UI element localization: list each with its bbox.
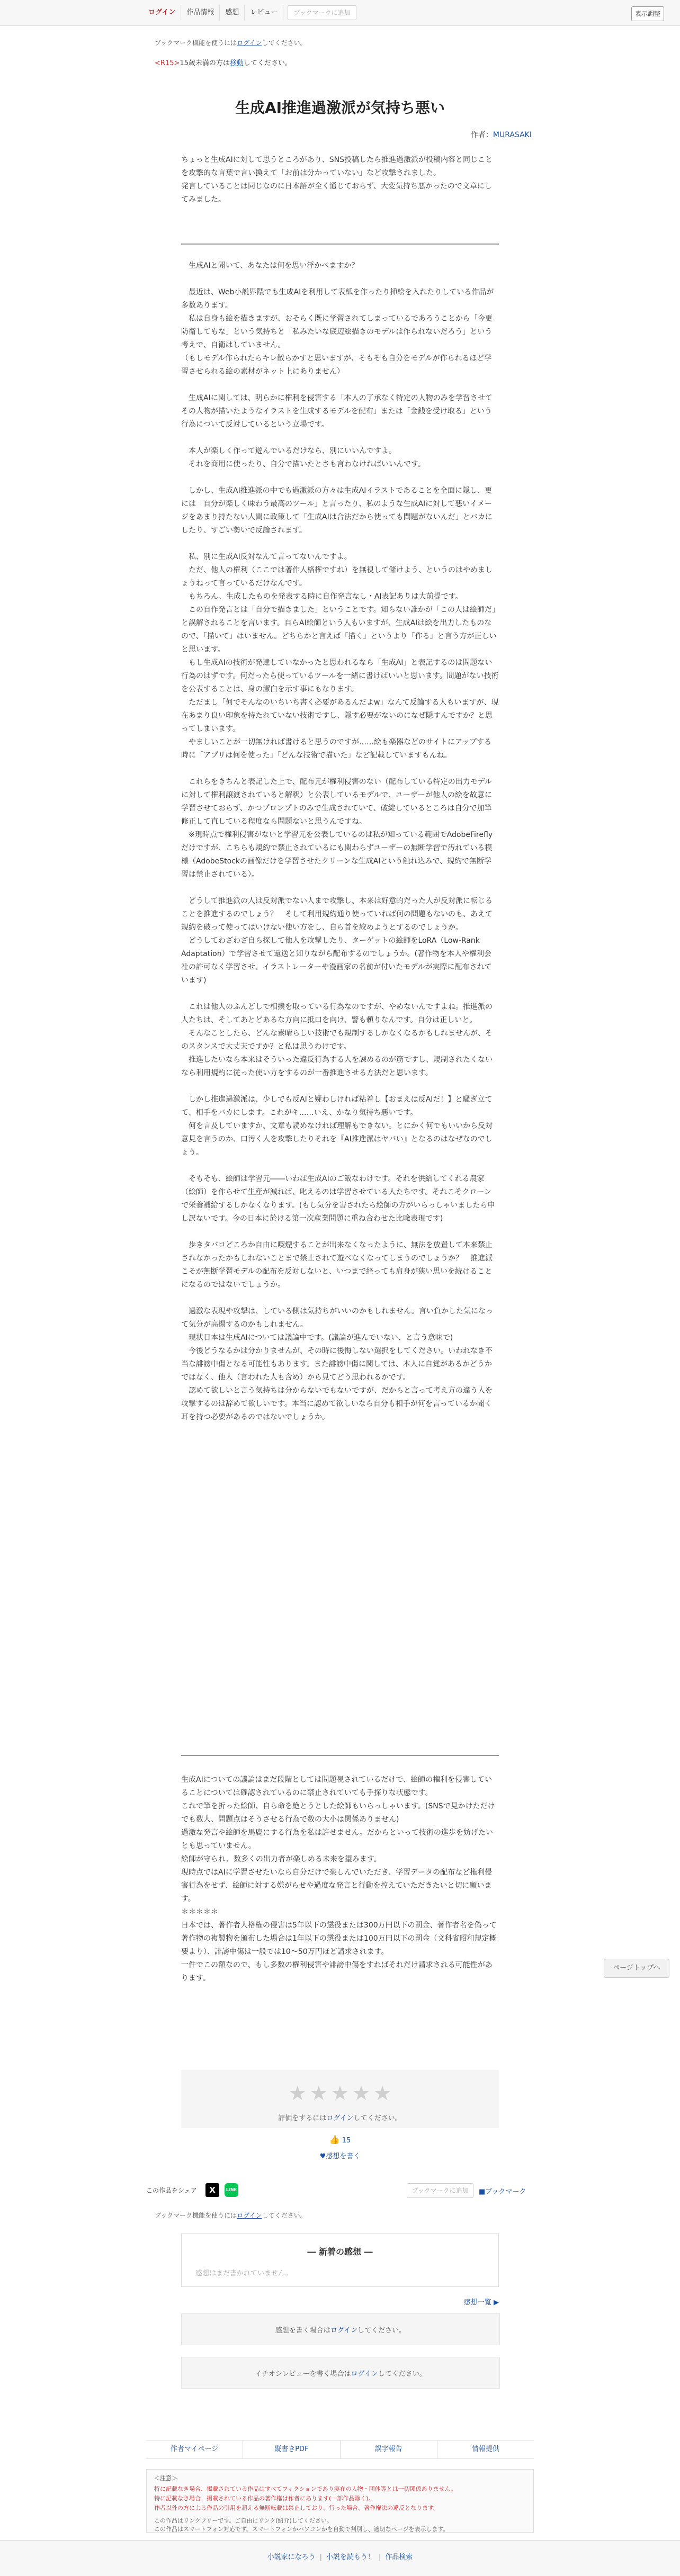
preface	[181, 154, 499, 206]
body-paragraph: 生成AIと聞いて、あなたは何を思い浮かべますか？	[181, 262, 359, 270]
body-paragraph: 本人が楽しく作って遊んでいるだけなら、別にいいんですよ。	[181, 447, 396, 455]
paragraph-gap	[181, 987, 499, 1001]
body-paragraph: 歩きタバコどころか自由に喫煙することが出来なくなったように、無法を放置して本来禁止されなかったかもしれないことまで禁止されて遊べなくなってしまうのでしょうか？ 推進派こそが無断学習モデルの配布を反対しないと、いつまで経っても肩身が狭い思いを続けることになるのではないでしょうか。	[181, 1241, 493, 1289]
caution-warning: 特に記載なき場合、掲載されている作品はすべてフィクションであり実在の人物・団体等とは一切関係ありません。	[154, 2485, 457, 2492]
body-paragraph: これは他人のふんどしで相撲を取っている行為なのですが、やめないんですよね。推進派の人たちは、そしてあとどあるな方向に抵口を向け、警も頼りなんです。自分は正しいと。	[181, 1003, 493, 1024]
caution-box	[146, 2469, 534, 2533]
preface-paragraph: 発言していることは同じなのに日本語が全く通じておらず、大変気持ち悪かったので文章にしてみました。	[181, 182, 492, 204]
afterword-paragraph: 日本では、著作者人格権の侵害は5年以下の懲役または300万円以下の罰金、著作者名を偽って著作物の複製物を頒布した場合は1年以下の懲役または100万円以下の罰金（文科省昭和規定概要より）、誹謗中傷は一般では10〜50万円ほど請求されます。	[181, 1921, 497, 1956]
nav-reviews[interactable]: レビュー	[245, 5, 283, 21]
author-link[interactable]: MURASAKI	[493, 131, 532, 139]
notice-login-link[interactable]: ログイン	[237, 39, 262, 47]
author-label: 作者：	[470, 131, 493, 139]
afterword	[181, 1773, 499, 1985]
rate-login-link[interactable]: ログイン	[326, 2114, 354, 2122]
preface-divider	[181, 244, 499, 245]
top-header	[0, 0, 680, 26]
preface-paragraph: ちょっと生成AIに対して思うところがあり、SNS投稿したら推進過激派が投稿内容と同じことを攻撃的な言葉で言い換えて「お前は分かっていない」など攻撃されました。	[181, 156, 493, 177]
r15-notice	[155, 57, 292, 67]
panel-login-link[interactable]: ログイン	[330, 2327, 358, 2335]
afterword-paragraph: 過激な発言や絵師を馬鹿にする行為を私は許せません。だからといって技術の進歩を妨げたいとも思っていません。	[181, 1829, 493, 1850]
nav-novel-info[interactable]: 作品情報	[181, 5, 220, 21]
share-row	[146, 2181, 534, 2200]
bookmark-add-button[interactable]: ブックマークに追加	[288, 5, 356, 20]
footer-link-search[interactable]: 作品検索	[385, 2553, 413, 2561]
body-paragraph: ただまし「何でそんなのいちいち書く必要があるんだよw」なんて反論する人もいますが、現在あまり良い印象を持たれていない技術ですし、隠す必要がないのになぜ隠すんですか？と思ってしまいます。	[181, 698, 499, 733]
info-report-link[interactable]: 情報提供	[471, 2445, 499, 2453]
write-review-panel	[181, 2357, 500, 2389]
body-paragraph: 最近は、Web小説界隈でも生成AIを利用して表紙を作ったり挿絵を入れたりしている作品が多数あります。	[181, 288, 494, 310]
top-nav	[143, 4, 356, 21]
write-review-text	[182, 2368, 499, 2378]
paragraph-gap	[181, 379, 499, 392]
footer-link-yomou[interactable]: 小説を読もう！	[326, 2553, 374, 2561]
like-count: 15	[342, 2137, 351, 2145]
afterword-paragraph: 一件でこの額なので、もし多数の権利侵害や誹謗中傷をすればそれだけ請求される可能性があります。	[181, 1961, 493, 1983]
footer-separator: |	[379, 2553, 381, 2561]
body-paragraph: 過激な表現や攻撃は、している側は気持ちがいいのかもしれません。言い負かした気になって気分が高揚するのかもしれません。	[181, 1307, 493, 1329]
footer-links	[0, 2551, 680, 2561]
paragraph-gap	[181, 537, 499, 551]
line-share-icon[interactable]: LINE	[225, 2183, 238, 2197]
x-share-icon[interactable]: X	[205, 2183, 219, 2197]
notice-text: してください。	[262, 39, 307, 47]
rating-login-hint	[181, 2112, 499, 2122]
star-icon[interactable]: ★	[373, 2082, 392, 2105]
afterword-paragraph: 生成AIについての議論はまだ段階としては問題視されているだけで、絵師の権利を侵害していることについては確認されているのに禁止されていても手探りな状態です。	[181, 1776, 493, 1797]
body-paragraph: しかし推進過激派は、少しでも反AIと疑わしければ粘着し【おまえは反AIだ！】と騒ぎ立てて、相手をバカにします。これがキ……いえ、かなり気持ち悪いです。	[181, 1095, 493, 1117]
panel-text: イチオシレビューを書く場合は	[255, 2370, 351, 2378]
body-paragraph: もちろん、生成したものを発表する時に自作発言なし・AI表記ありは大前提です。	[181, 592, 463, 601]
bookmark-login-notice-bottom	[155, 2211, 307, 2220]
notice-text: ブックマーク機能を使うには	[155, 2212, 237, 2219]
body-paragraph: どうして推進派の人は反対派でない人まで攻撃し、本来は好意的だった人が反対派に転じることを推進するのでしょう？ そして利用規約通り使っていれば何の問題もないのも、あえて規約を破って使ってはいけない使い方をし、自ら首を絞めようとするのでしょうか。	[181, 897, 493, 932]
write-impression-panel	[181, 2313, 500, 2345]
footer-link-narou[interactable]: 小説家になろう	[267, 2553, 316, 2561]
author-line	[392, 129, 532, 140]
rating-stars	[181, 2082, 499, 2105]
bookmark-add-button-bottom[interactable]: ブックマークに追加	[407, 2183, 473, 2198]
nav-login[interactable]: ログイン	[143, 5, 181, 21]
novel-title: 生成AI推進過激派が気持ち悪い	[235, 99, 445, 116]
caution-warning: 作者以外の方による作品の引用を超える無断転載は禁止しており、行った場合、著作権法の違反となります。	[154, 2505, 440, 2511]
write-impression-link[interactable]: ♥感想を書く	[319, 2152, 361, 2160]
paragraph-gap	[181, 762, 499, 776]
body-paragraph: ただ、他人の権利（ここでは著作人格権ですね）を無視して儲けよう、というのはやめましょうねって言っているだけなんです。	[181, 566, 493, 588]
caution-warning: 特に記載なき場合、掲載されている作品の著作権は作者にあります(一部作品除く)。	[154, 2495, 374, 2502]
display-settings-button[interactable]: 表示調整	[631, 6, 664, 21]
star-icon[interactable]: ★	[352, 2082, 371, 2105]
body-paragraph: どうしてわざわざ自ら探して他人を攻撃したり、ターゲットの絵師をLoRA（Low-Rank Adaptation）で学習させて還送と知りながら配布するのでしょうか。(著作物を本人や権利会社の許可なく学習させ、イラストレーターや漫画家の名前が付いたモデルが実際に配布されています)	[181, 936, 492, 985]
bottom-nav	[146, 2440, 534, 2459]
body-paragraph: 生成AIに関しては、明らかに権利を侵害する「本人の了承なく特定の人物のみを学習させてその人物が描いたようなイラストを生成するモデルを配布」または「金銭を受け取る」という行為について反対しているという立場です。	[181, 394, 493, 429]
rate-hint-text: してください。	[353, 2114, 402, 2122]
body-paragraph: 今後どうなるかは分かりませんが、その時に後悔しない選択をしてください。いわれなき不当な誹謗中傷となる可能性もあります。また誹謗中傷に関しては、本人に自覚があるかどうかではなく、他人（言われた人も含め）から見てどう思われるかです。	[181, 1347, 493, 1382]
bookmark-link[interactable]: ■ブックマーク	[479, 2188, 526, 2196]
paragraph-gap	[181, 471, 499, 484]
body-paragraph: それを商用に使ったり、自分で描いたとさも言わなければいいんです。	[181, 460, 425, 469]
star-icon[interactable]: ★	[309, 2082, 328, 2105]
afterword-paragraph: 現時点ではAIに学習させたいなら自分だけで楽しんでいただき、学習データの配布など権利侵害行為をせず、絵師に対する嫌がらせや過度な発言と行動を控えていただきたいと切に願います。	[181, 1868, 493, 1903]
body-paragraph: この自作発言とは「自分で描きました」ということです。知らない誰かが「この人は絵師だ」と誤解されることを言います。自らAI絵師という人もいますが、生成AIは絵を出力したものなので、「描いて」はいません。どちらかと言えば「描く」というより「作る」と言う方が正しいと思います。	[181, 606, 497, 654]
vertical-pdf-link[interactable]: 縦書きPDF	[243, 2440, 340, 2458]
afterword-paragraph: これで筆を折った絵師、自ら命を絶とうとした絵師もいらっしゃいます。(SNSで見かけただけでも数人、問題点はそうさせる行為で数の大小は関係ありません)	[181, 1802, 495, 1824]
bookmark-login-notice	[155, 38, 307, 47]
paragraph-gap	[181, 1080, 499, 1093]
rate-hint-text: 評価をするには	[278, 2114, 327, 2122]
star-icon[interactable]: ★	[330, 2082, 350, 2105]
notice-text: ブックマーク機能を使うには	[155, 39, 237, 47]
write-impression-text	[182, 2325, 499, 2335]
paragraph-gap	[181, 1292, 499, 1305]
body-paragraph: しかし、生成AI推進派の中でも過激派の方々は生成AIイラストであることを全面に隠し、更には「自分が楽しく味わう最高のツール」と言ったり、私のような生成AIに対して悪いイメージをあまり持たない人間に政策して「生成AIは合法だから使っても問題がないんだ」とバカにしたり、すごい勢いで反論されます。	[181, 487, 493, 535]
caution-note: この作品はスマートフォン対応です。スマートフォンかパソコンかを自動で判別し、適切なページを表示します。	[154, 2526, 449, 2533]
footer	[0, 2540, 680, 2576]
body-paragraph: 推進したいなら本来はそういった違反行為する人を諫めるのが筋ですし、規制されたくないなら利用規約に従った使い方をするのが一番推進させる方法だと思います。	[181, 1056, 493, 1077]
novel-body	[181, 259, 499, 1424]
body-paragraph: 私は自身も絵を描きますが、おそらく既に学習されてしまっているであろうことから「今更防衛してもな」という気持ちと「私みたいな底辺絵描きのモデルは作られないだろう」という考えで、自衛はしていません。	[181, 314, 493, 349]
author-mypage-link[interactable]: 作者マイページ	[146, 2440, 243, 2458]
body-paragraph: やましいことが一切無ければ書けると思うのですが……絵も楽器などのサイトにアップする時に「アプリは何を使った」「どんな技術で描いた」など記載していますもんね。	[181, 738, 492, 760]
body-paragraph: 私、別に生成AI反対なんて言ってないんですよ。	[181, 553, 352, 561]
footer-separator: |	[319, 2553, 322, 2561]
thumbs-up-icon: 👍	[329, 2134, 340, 2145]
typo-report-link[interactable]: 誤字報告	[341, 2440, 437, 2458]
body-paragraph: そんなことしたら、どんな素晴らしい技術でも規制するしかなくなるかもしれませんが、そのスタンスで大丈夫ですか？と私は思うわけです。	[181, 1029, 493, 1051]
share-label: この作品をシェア	[146, 2187, 197, 2194]
body-paragraph: ※現時点で権利侵害がないと学習元を公表しているのは私が知っている範囲でAdobeFireflyだけですが、こちらも規約で禁止されているにも関わらずユーザーの無断学習で汚れている模様（AdobeStockの画像だけを学習させたクリーンな生成AIという触れ込みで、規約で無断学習は禁止されている）。	[181, 831, 493, 879]
paragraph-gap	[181, 1226, 499, 1239]
body-paragraph: 認めて欲しいと言う気持ちは分からないでもないですが、だからと言って考え方の違う人を攻撃するのは辞めて欲しいです。本当に認めて欲しいなら自分も相手が何を言っているか聞く耳を持つ必要があるのではないでしょうか。	[181, 1386, 493, 1421]
r15-suffix: してください。	[243, 59, 292, 67]
notice-login-link[interactable]: ログイン	[237, 2212, 262, 2219]
afterword-paragraph: 絵師が守られ、数多くの出力者が楽しめる未来を望みます。	[181, 1855, 381, 1863]
body-paragraph: （もしモデル作られたらキレ散らかすと思いますが、そもそも自分をモデルが作られるほど学習させられる絵の素材がネット上にありません）	[181, 354, 492, 376]
body-paragraph: 現状日本は生成AIについては議論中です。(議論が進んでいない、と言う意味で)	[181, 1334, 453, 1342]
afterword-divider	[181, 1755, 499, 1756]
caution-title: ＜注意＞	[154, 2475, 177, 2482]
page-top-button[interactable]: ページトップへ	[604, 1959, 669, 1978]
rating-panel	[181, 2070, 499, 2128]
body-paragraph: そもそも、絵師は学習元――いわば生成AIのご飯なわけです。それを供給してくれる農家（絵師）を作らせて生産が減れば、叱えるのは学習させている人たちです。それこそクローンで栄養補給するしかなくなります。(もし気分を害されたら絵師の方がいらっしゃいましたら申し訳ないです。今の日本に於ける第一次産業問題に重ね合わせた比喩表現です)	[181, 1175, 495, 1223]
like-button[interactable]	[324, 2134, 356, 2145]
notice-text: してください。	[262, 2212, 307, 2219]
paragraph-gap	[181, 881, 499, 895]
new-impressions-heading: ― 新着の感想 ―	[307, 2247, 373, 2257]
r15-text: 15歳未満の方は	[180, 59, 230, 67]
nav-impressions[interactable]: 感想	[220, 5, 245, 21]
afterword-paragraph: ＊＊＊＊＊	[181, 1908, 218, 1916]
body-paragraph: これらをきちんと表記した上で、配布元が権利侵害のない（配布している特定の出力モデルに対して権利譲渡されていると解釈）と公表しているモデルで、ユーザーが他人の絵を故意に学習させておらず、かつプロンプトのみで生成されていて、破綻しているところは自分で加筆修正して直している程度なら問題ないと思うんですね。	[181, 778, 493, 826]
panel-text: 感想を書く場合は	[275, 2327, 330, 2335]
panel-text: してください。	[378, 2370, 426, 2378]
paragraph-gap	[181, 273, 499, 286]
new-impressions-box	[181, 2233, 499, 2287]
r15-move-link[interactable]: 移動	[229, 59, 244, 67]
paragraph-gap	[181, 1159, 499, 1173]
panel-text: してください。	[357, 2327, 406, 2335]
star-icon[interactable]: ★	[288, 2082, 307, 2105]
paragraph-gap	[181, 431, 499, 445]
no-impressions-text: 感想はまだ書かれていません。	[195, 2269, 292, 2277]
body-paragraph: もし生成AIの技術が発達していなかったと思われるなら「生成AI」と表記するのは問題ない行為のはずです。何だったら使っているツールを一緒に書けばいいと思います。問題がない技術を公表することは、身の潔白を示す事にもなります。	[181, 659, 499, 693]
r15-tag: <R15>	[155, 59, 180, 67]
panel-login-link[interactable]: ログイン	[351, 2370, 378, 2378]
impressions-list-link[interactable]: 感想一覧 ▶	[463, 2299, 499, 2307]
body-paragraph: 何を言及していますか、文章も読めなければ理解もできない。とにかく何でもいいから反対意見を言うのか、口汚く人を攻撃したりそれを『AI推進派はヤバい』となるのはなぜなのでしょう。	[181, 1122, 493, 1157]
caution-note: この作品はリンクフリーです。ご自由にリンク(紹介)してください。	[154, 2517, 333, 2524]
